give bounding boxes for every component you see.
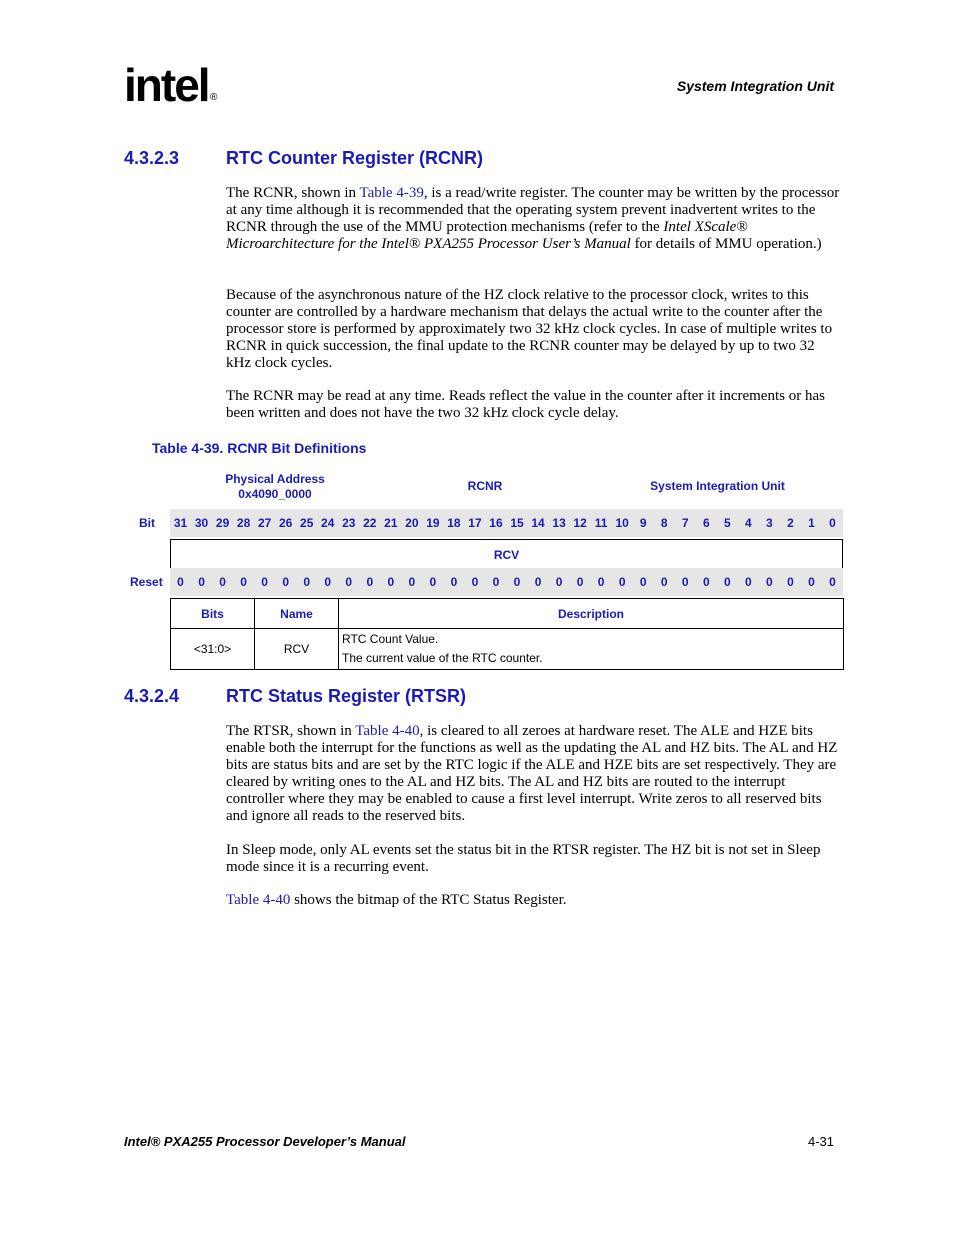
footer-manual-title: Intel® PXA255 Processor Developer’s Manual (124, 1134, 406, 1149)
paragraph: Because of the asynchronous nature of the HZ clock relative to the processor clock, writes to this counter are controlled by a hardware mechanism that delays the actual write to the counter after the processor store is performed by approximately two 32 kHz clock cycles. In case of multiple writes to RCNR in quick succession, the final update to the RCNR counter may be delayed by up to two 32 kHz clock cycles. (226, 287, 833, 371)
bit-number: 19 (426, 516, 440, 530)
bit-number: 8 (660, 516, 668, 530)
bit-number: 2 (787, 516, 794, 530)
bit-number: 27 (257, 516, 272, 530)
bit-number: 23 (342, 516, 356, 530)
paragraph (226, 723, 840, 825)
section-title: RTC Counter Register (RCNR) (226, 148, 484, 168)
bit-number: 31 (173, 516, 188, 530)
reset-value: 0 (450, 575, 458, 589)
reset-value: 0 (282, 575, 290, 589)
table-row (171, 629, 844, 670)
reset-value: 0 (324, 575, 332, 589)
reset-value: 0 (681, 575, 689, 589)
intel-logo (124, 58, 224, 118)
page-number: 4-31 (807, 1134, 834, 1149)
paragraph: The RCNR may be read at any time. Reads reflect the value in the counter after it increments or has been written and does not have the two 32 kHz clock cycle delay. (226, 388, 825, 421)
table-link[interactable]: Table 4-39 (359, 185, 424, 201)
reset-value: 0 (576, 575, 584, 589)
reset-value: 0 (261, 575, 268, 589)
logo-wordmark: intel (124, 59, 209, 111)
bit-number: 9 (639, 516, 647, 530)
bit-number: 15 (510, 516, 524, 530)
reset-value: 0 (198, 575, 205, 589)
paragraph: In Sleep mode, only AL events set the status bit in the RTSR register. The HZ bit is not set in Sleep mode since it is a recurring event. (226, 842, 821, 875)
register-name: RCNR (467, 479, 503, 493)
table-caption: Table 4-39. RCNR Bit Definitions (152, 440, 367, 456)
bit-number: 20 (405, 516, 419, 530)
physical-address-value: 0x4090_0000 (238, 487, 312, 501)
description-line: The current value of the RTC counter. (342, 651, 543, 665)
reset-value: 0 (303, 575, 311, 589)
bit-number: 26 (278, 516, 293, 530)
reset-value: 0 (745, 575, 752, 589)
reset-value: 0 (240, 575, 247, 589)
table-header-row (171, 599, 844, 629)
section-number: 4.3.2.4 (124, 686, 180, 706)
paragraph (226, 892, 840, 909)
reset-row-label: Reset (130, 575, 163, 589)
bit-number: 5 (723, 516, 731, 530)
section-number: 4.3.2.3 (124, 148, 180, 168)
unit-name: System Integration Unit (650, 479, 785, 493)
reset-value-row (170, 568, 843, 596)
bit-number: 29 (215, 516, 230, 530)
bit-number: 12 (573, 516, 587, 530)
reset-value: 0 (618, 575, 626, 589)
manual-reference: Intel XScale® Microarchitecture for the Intel® PXA255 Processor User’s Manual (226, 219, 748, 252)
bit-definition-table (170, 598, 844, 670)
reset-value: 0 (219, 575, 226, 589)
registered-mark: ® (210, 92, 218, 103)
cell-description (339, 629, 844, 670)
table-link[interactable]: Table 4-40 (226, 892, 291, 908)
reset-value: 0 (723, 575, 731, 589)
bit-row-label: Bit (139, 516, 155, 530)
reset-value: 0 (639, 575, 647, 589)
reset-value: 0 (787, 575, 794, 589)
bit-number: 18 (447, 516, 461, 530)
physical-address (200, 472, 350, 502)
table-link[interactable]: Table 4-40 (355, 723, 420, 739)
bit-number: 6 (702, 516, 710, 530)
col-header-description: Description (339, 599, 844, 629)
reset-value: 0 (177, 575, 184, 589)
text-run: , is a read/write register. The counter may be written by the processor at any time although it is recommended that the operating system prevent inadvertent writes to the RCNR through the use of the MMU protection mechanisms (refer to the (226, 185, 840, 235)
reset-value: 0 (555, 575, 563, 589)
bit-number: 24 (321, 516, 335, 530)
reset-value: 0 (345, 575, 353, 589)
text-run: The RTSR, shown in (226, 723, 356, 739)
reset-value: 0 (660, 575, 668, 589)
reset-value: 0 (766, 575, 773, 589)
bit-number: 0 (829, 516, 836, 530)
bit-number: 11 (594, 516, 608, 530)
reset-value: 0 (808, 575, 815, 589)
bit-number: 17 (468, 516, 482, 530)
paragraph (226, 185, 840, 253)
col-header-name: Name (255, 599, 339, 629)
description-line: RTC Count Value. (342, 632, 439, 646)
reset-value: 0 (534, 575, 542, 589)
bit-number: 13 (552, 516, 566, 530)
bit-number: 22 (363, 516, 377, 530)
bit-number: 25 (300, 516, 314, 530)
bit-number: 3 (766, 516, 773, 530)
bit-number: 28 (236, 516, 251, 530)
reset-value: 0 (702, 575, 710, 589)
cell-bits: <31:0> (171, 629, 255, 670)
text-run: , is cleared to all zeroes at hardware reset. The ALE and HZE bits enable both the interrupt for the functions as well as the updating the AL and HZ bits. The AL and HZ bits are status bits and are set by the RTC logic if the ALE and HZE bits are set respectively. They are cleared by writing ones to the AL and HZ bits. The AL and HZ bits are routed to the interrupt controller where they may be enabled to cause a first level interrupt. Write zeros to all reserved bits and ignore all reads to the reserved bits. (226, 723, 838, 824)
bit-number: 14 (531, 516, 545, 530)
text-run: shows the bitmap of the RTC Status Register. (290, 892, 567, 908)
bit-number: 21 (384, 516, 398, 530)
bit-number: 16 (489, 516, 503, 530)
bit-number: 10 (615, 516, 629, 530)
bit-number: 7 (681, 516, 689, 530)
reset-value: 0 (387, 575, 395, 589)
field-name: RCV (493, 547, 520, 562)
bit-number: 1 (808, 516, 815, 530)
reset-value: 0 (429, 575, 437, 589)
bit-number: 30 (194, 516, 209, 530)
cell-name: RCV (255, 629, 339, 670)
reset-value: 0 (829, 575, 836, 589)
reset-value: 0 (597, 575, 605, 589)
reset-value: 0 (492, 575, 500, 589)
header-section-title: System Integration Unit (676, 78, 834, 94)
bit-number: 4 (745, 516, 752, 530)
text-run: The RCNR, shown in (226, 185, 360, 201)
reset-value: 0 (366, 575, 374, 589)
col-header-bits: Bits (171, 599, 255, 629)
text-run: for details of MMU operation.) (630, 236, 822, 252)
bit-number-row (170, 509, 843, 537)
section-title: RTC Status Register (RTSR) (226, 686, 467, 706)
rcv-field (170, 539, 843, 570)
reset-value: 0 (408, 575, 416, 589)
reset-value: 0 (513, 575, 521, 589)
reset-value: 0 (471, 575, 479, 589)
physical-address-label: Physical Address (225, 472, 325, 486)
